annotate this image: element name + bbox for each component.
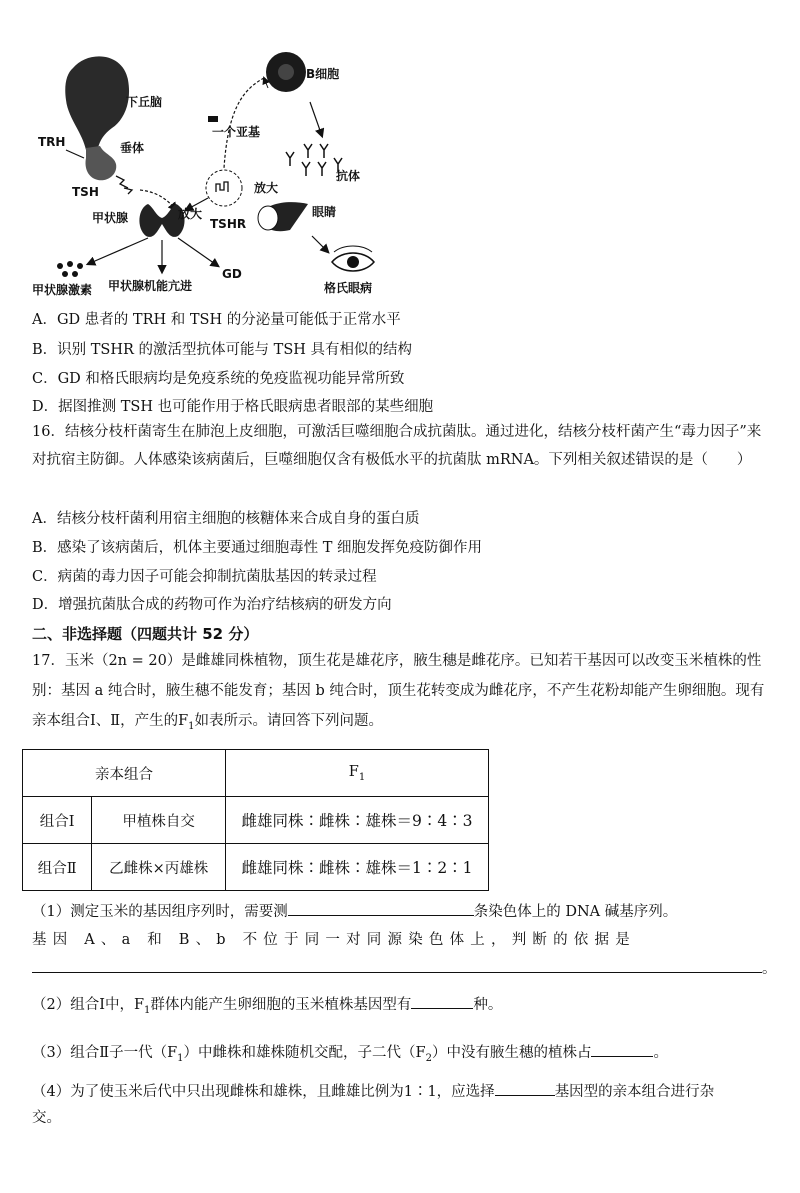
blank-proportion[interactable] bbox=[591, 1042, 653, 1057]
q17-stem bbox=[32, 646, 772, 742]
graves-eye-icon bbox=[332, 246, 374, 271]
blank-genotype-count[interactable] bbox=[411, 994, 473, 1009]
q16-stem: 16．结核分枝杆菌寄生在肺泡上皮细胞，可激活巨噬细胞合成抗菌肽。通过进化，结核分枝杆菌产生“毒力因子”来对抗宿主防御。人体感染该病菌后，巨噬细胞仅含有极低水平的抗菌肽 mRNA。下列相关叙述错误的是（ ） bbox=[32, 424, 762, 468]
q17-p3f2: F bbox=[415, 1045, 426, 1061]
q17-part4 bbox=[32, 1081, 714, 1102]
q16-option-a: A．结核分枝杆菌利用宿主细胞的核糖体来合成自身的蛋白质 bbox=[32, 511, 420, 527]
q15-option-d: D．据图推测 TSH 也可能作用于格氏眼病患者眼部的某些细胞 bbox=[32, 399, 434, 415]
tshr-label: TSHR bbox=[210, 217, 247, 231]
thyroid-hormone-label: 甲状腺激素 bbox=[32, 283, 93, 297]
header-f: F bbox=[348, 763, 359, 780]
q17-stem-f: F bbox=[178, 713, 189, 729]
thyroid-immune-diagram bbox=[28, 40, 418, 302]
gd-label: GD bbox=[222, 267, 242, 281]
q15-option-b: B．识别 TSHR 的激活型抗体可能与 TSH 具有相似的结构 bbox=[32, 342, 413, 358]
q17-p2a: （2）组合Ⅰ中， bbox=[32, 997, 134, 1013]
q17-p3sub1: 1 bbox=[177, 1052, 184, 1064]
table-row bbox=[23, 844, 489, 891]
q17-p1d: 。 bbox=[762, 961, 777, 977]
table-header-row bbox=[23, 750, 489, 797]
section-heading: 二、非选择题（四题共计 52 分） bbox=[32, 625, 259, 643]
eye-label: 眼睛 bbox=[312, 205, 337, 219]
q17-stem-b: 如表所示。请回答下列问题。 bbox=[194, 713, 384, 729]
q16-option-c: C．病菌的毒力因子可能会抑制抗菌肽基因的转录过程 bbox=[32, 569, 377, 585]
q17-p3c: ）中没有腋生穗的植株占 bbox=[431, 1045, 592, 1061]
table-row bbox=[23, 797, 489, 844]
q17-part1 bbox=[32, 901, 677, 922]
q17-p3f1: F bbox=[167, 1045, 178, 1061]
hormone-dots-icon bbox=[57, 261, 83, 277]
q17-p1a: （1）测定玉米的基因组序列时，需要测 bbox=[32, 904, 288, 920]
q16-option-b: B．感染了该病菌后，机体主要通过细胞毒性 T 细胞发挥免疫防御作用 bbox=[32, 540, 483, 556]
row2-group: 组合Ⅱ bbox=[23, 844, 92, 891]
q17-stem-a: 17．玉米（2n = 20）是雌雄同株植物，顶生花是雄花序，腋生穗是雌花序。已知若干基因可以改变玉米植株的性别：基因 a 纯合时，腋生穗不能发育；基因 b 纯合时，顶生花转变成为雌花序，不产生花粉却能产生卵细胞。现有亲本组合Ⅰ、Ⅱ，产生的 bbox=[32, 653, 765, 729]
blank-chromosome-count[interactable] bbox=[288, 901, 474, 916]
b-cell-label: B细胞 bbox=[306, 67, 340, 81]
q17-p1c: 基因 A、a 和 B、b 不位于同一对同源染色体上，判断的依据是 bbox=[32, 932, 636, 948]
q15-option-c: C．GD 和格氏眼病均是免疫系统的免疫监视功能异常所致 bbox=[32, 371, 405, 387]
q17-p2b: 群体内能产生卵细胞的玉米植株基因型有 bbox=[150, 997, 412, 1013]
row1-group: 组合Ⅰ bbox=[23, 797, 92, 844]
q17-part2 bbox=[32, 994, 502, 1021]
q15-option-a: A．GD 患者的 TRH 和 TSH 的分泌量可能低于正常水平 bbox=[32, 312, 401, 328]
hyperthyroid-label: 甲状腺机能亢进 bbox=[108, 279, 193, 293]
q17-p3sub2: 2 bbox=[425, 1052, 432, 1064]
amplify-label-1: 放大 bbox=[178, 207, 203, 221]
q16-option-d: D．增强抗菌肽合成的药物可作为治疗结核病的研发方向 bbox=[32, 597, 392, 613]
q17-p4a: （4）为了使玉米后代中只出现雌株和雄株，且雌雄比例为1∶1，应选择 bbox=[32, 1084, 495, 1100]
graves-eye-label: 格氏眼病 bbox=[324, 281, 373, 295]
q17-p3b: ）中雌株和雄株随机交配，子二代（ bbox=[183, 1045, 416, 1061]
q17-part3 bbox=[32, 1042, 668, 1069]
tsh-label: TSH bbox=[72, 185, 99, 199]
row2-result: 雌雄同株∶雌株∶雄株＝1∶2∶1 bbox=[226, 844, 489, 891]
q17-p4b: 基因型的亲本组合进行杂 bbox=[554, 1084, 715, 1100]
hypothalamus-label: 下丘脑 bbox=[126, 95, 163, 109]
q17-p1b: 条染色体上的 DNA 碱基序列。 bbox=[473, 904, 678, 920]
diagram-svg bbox=[28, 40, 418, 302]
q17-p1-answer-line bbox=[32, 958, 777, 979]
thyroid-label: 甲状腺 bbox=[92, 211, 129, 225]
pituitary-label: 垂体 bbox=[120, 141, 145, 155]
antibody-icon bbox=[286, 144, 342, 176]
blank-reason[interactable] bbox=[32, 958, 762, 973]
header-f1 bbox=[226, 750, 489, 797]
q17-p2c: 种。 bbox=[473, 997, 503, 1013]
trh-label: TRH bbox=[38, 135, 66, 149]
row1-result: 雌雄同株∶雌株∶雄株＝9∶4∶3 bbox=[226, 797, 489, 844]
q17-p2f: F bbox=[133, 997, 145, 1013]
pituitary-shape bbox=[86, 146, 117, 180]
header-parent: 亲本组合 bbox=[23, 750, 226, 797]
q17-p3a: （3）组合Ⅱ子一代（ bbox=[32, 1045, 168, 1061]
row1-parent: 甲植株自交 bbox=[92, 797, 226, 844]
amplify-label-2: 放大 bbox=[254, 181, 279, 195]
antibody-label: 抗体 bbox=[336, 169, 361, 183]
row2-parent: 乙雌株×丙雄株 bbox=[92, 844, 226, 891]
hypothalamus-shape bbox=[65, 56, 129, 150]
q17-stem-sub: 1 bbox=[188, 720, 195, 732]
q17-p4c: 交。 bbox=[32, 1110, 61, 1126]
subunit-label: 一个亚基 bbox=[212, 125, 261, 139]
q17-p2sub: 1 bbox=[144, 1004, 151, 1016]
tsh-molecule-icon bbox=[116, 176, 132, 194]
f1-table bbox=[22, 749, 489, 891]
q17-p3d: 。 bbox=[653, 1045, 668, 1061]
blank-parent-genotype[interactable] bbox=[495, 1081, 555, 1096]
header-sub: 1 bbox=[358, 771, 366, 783]
